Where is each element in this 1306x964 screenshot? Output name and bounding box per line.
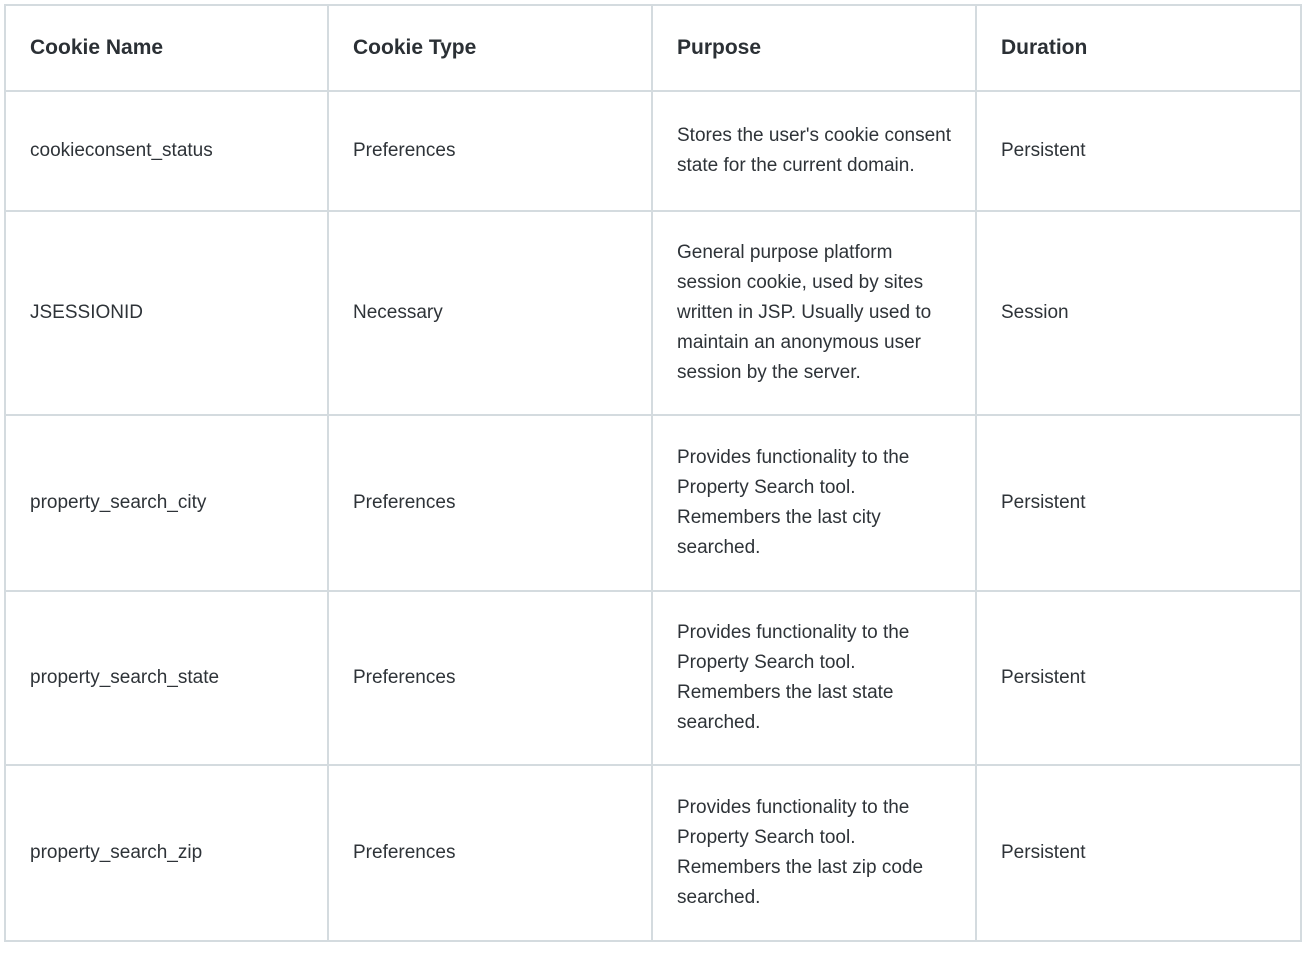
cell-purpose: Provides functionality to the Property Search tool. Remembers the last zip code searched. [652,765,976,941]
table-row [5,415,1301,591]
cell-purpose: Provides functionality to the Property Search tool. Remembers the last state searched. [652,591,976,765]
cell-cookie-type: Preferences [328,765,652,941]
cell-cookie-type: Necessary [328,211,652,415]
cell-cookie-name: property_search_state [5,591,328,765]
table-row [5,591,1301,765]
cell-cookie-type: Preferences [328,591,652,765]
header-cookie-type: Cookie Type [328,5,652,91]
cell-cookie-type: Preferences [328,91,652,211]
cookie-table [4,4,1302,942]
header-purpose: Purpose [652,5,976,91]
cell-duration: Persistent [976,91,1301,211]
table-header-row [5,5,1301,91]
cookie-table-container [4,4,1302,942]
cell-purpose: General purpose platform session cookie, used by sites written in JSP. Usually used to maintain an anonymous user session by the server. [652,211,976,415]
table-row [5,91,1301,211]
table-row [5,765,1301,941]
cell-purpose: Provides functionality to the Property Search tool. Remembers the last city searched. [652,415,976,591]
cell-cookie-type: Preferences [328,415,652,591]
cell-duration: Session [976,211,1301,415]
cell-cookie-name: property_search_zip [5,765,328,941]
cell-duration: Persistent [976,415,1301,591]
cell-cookie-name: JSESSIONID [5,211,328,415]
cell-duration: Persistent [976,765,1301,941]
cell-cookie-name: property_search_city [5,415,328,591]
cell-duration: Persistent [976,591,1301,765]
cell-purpose: Stores the user's cookie consent state for the current domain. [652,91,976,211]
table-row [5,211,1301,415]
header-duration: Duration [976,5,1301,91]
header-cookie-name: Cookie Name [5,5,328,91]
cell-cookie-name: cookieconsent_status [5,91,328,211]
